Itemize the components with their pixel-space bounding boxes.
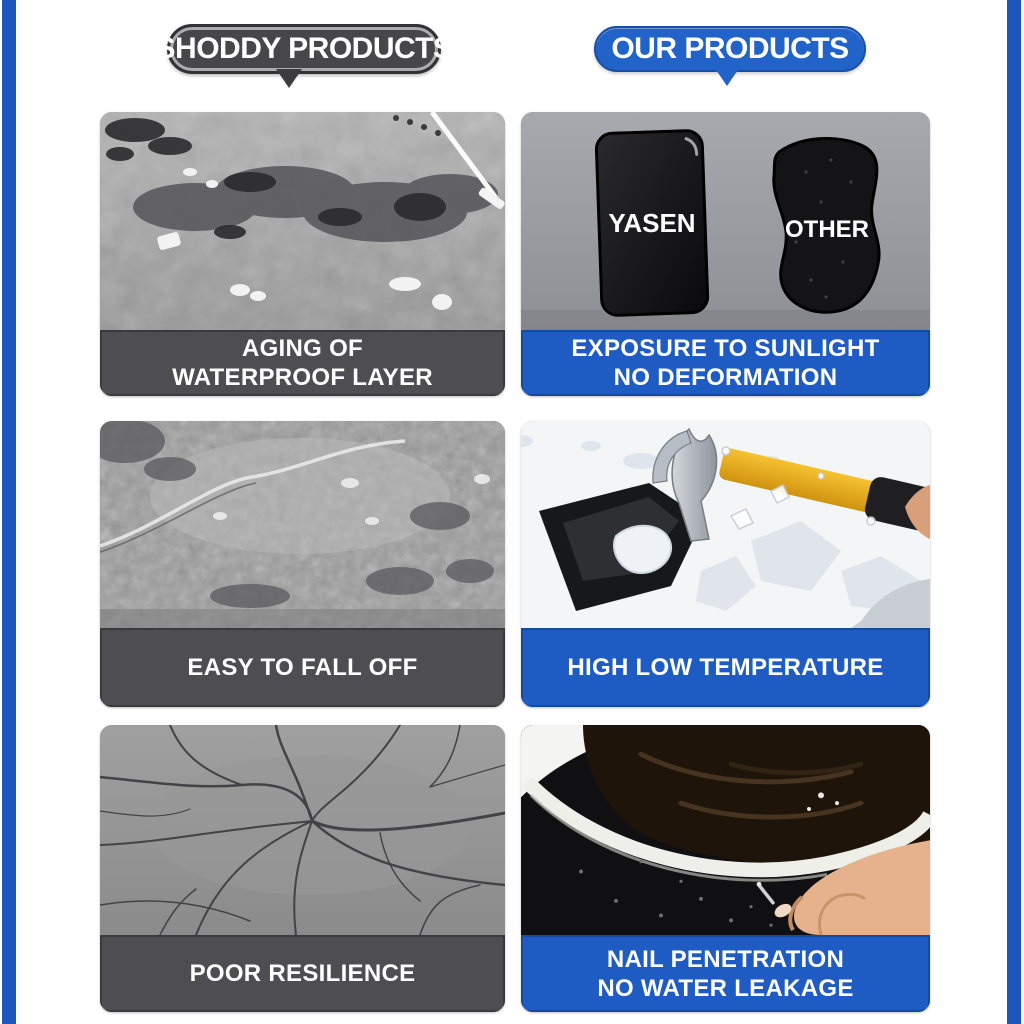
caption-line: EXPOSURE TO SUNLIGHT xyxy=(571,335,880,362)
caption-easy-to-fall-off xyxy=(100,628,505,707)
caption-line: NO DEFORMATION xyxy=(613,364,838,391)
caption-exposure-sunlight xyxy=(521,330,930,396)
shoddy-pointer-down-icon xyxy=(276,69,302,88)
hammer-ice-illustration xyxy=(521,421,930,628)
photo-water-basin-nail xyxy=(521,725,930,935)
basin-illustration xyxy=(521,725,930,935)
caption-line: EASY TO FALL OFF xyxy=(187,654,418,681)
left-accent-bar xyxy=(2,0,16,1024)
card-aging-waterproof-layer xyxy=(100,112,505,396)
caption-line: NO WATER LEAKAGE xyxy=(597,974,854,1002)
caption-line: HIGH LOW TEMPERATURE xyxy=(567,654,884,681)
card-nail-penetration xyxy=(521,725,930,1012)
photo-cracked-surface xyxy=(100,725,505,935)
our-products-badge xyxy=(594,26,866,72)
caption-poor-resilience xyxy=(100,935,505,1012)
caption-line: AGING OF xyxy=(241,335,364,362)
shoddy-products-badge xyxy=(155,24,453,74)
sample-other-label: OTHER xyxy=(785,216,869,243)
aged-roof-illustration xyxy=(100,112,505,330)
caption-line: WATERPROOF LAYER xyxy=(172,364,433,391)
photo-hammer-ice-test xyxy=(521,421,930,628)
card-easy-to-fall-off xyxy=(100,421,505,707)
peeling-coating-illustration xyxy=(100,421,505,628)
cracked-surface-illustration xyxy=(100,725,505,935)
caption-high-low-temperature xyxy=(521,628,930,707)
sample-yasen-label: YASEN xyxy=(608,208,696,238)
right-accent-bar xyxy=(1007,0,1021,1024)
caption-aging-of-waterproof-layer xyxy=(100,330,505,396)
card-poor-resilience xyxy=(100,725,505,1012)
photo-peeling-coating xyxy=(100,421,505,628)
our-products-label: OUR PRODUCTS xyxy=(611,32,849,65)
shoddy-products-label: SHODDY PRODUCTS xyxy=(155,32,453,65)
caption-nail-penetration xyxy=(521,935,930,1012)
samples-illustration xyxy=(521,112,930,330)
card-high-low-temperature xyxy=(521,421,930,707)
card-sunlight-no-deformation xyxy=(521,112,930,396)
caption-line: POOR RESILIENCE xyxy=(189,960,416,987)
photo-aged-waterproof-layer xyxy=(100,112,505,330)
caption-line: NAIL PENETRATION xyxy=(606,945,845,973)
photo-sunlight-samples xyxy=(521,112,930,330)
our-pointer-down-icon xyxy=(714,67,740,86)
